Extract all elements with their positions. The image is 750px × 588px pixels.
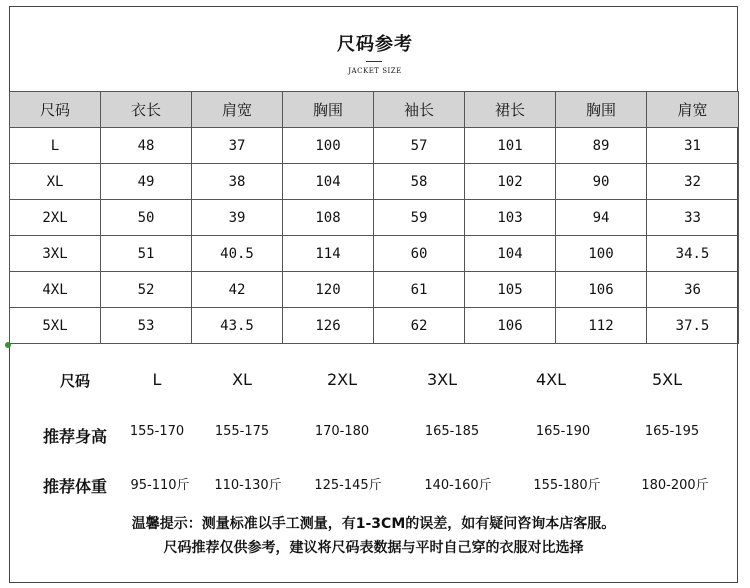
tip-line-1: 温馨提示：测量标准以手工测量，有1-3CM的误差，如有疑问咨询本店客服。: [131, 516, 616, 532]
size-row-label: 尺码: [59, 372, 90, 390]
column-header: 尺码: [10, 92, 101, 128]
table-cell: 100: [556, 236, 647, 272]
table-cell: 39: [192, 200, 283, 236]
table-cell: 31: [647, 128, 739, 164]
table-row: [10, 128, 739, 164]
height-row-label: 推荐身高: [42, 427, 107, 446]
table-cell: 5XL: [10, 308, 101, 344]
table-row: [10, 272, 739, 308]
table-cell: 58: [374, 164, 465, 200]
table-cell: 36: [647, 272, 739, 308]
table-cell: 32: [647, 164, 739, 200]
table-cell: 106: [465, 308, 556, 344]
table-cell: 51: [101, 236, 192, 272]
table-cell: 101: [465, 128, 556, 164]
table-cell: 2XL: [10, 200, 101, 236]
height-value: 165-185: [424, 424, 480, 439]
table-cell: 37: [192, 128, 283, 164]
weight-value: 95-110斤: [130, 478, 190, 493]
column-header: 袖长: [374, 92, 465, 128]
table-cell: 48: [101, 128, 192, 164]
table-cell: XL: [10, 164, 101, 200]
recommend-height-row: [9, 424, 738, 454]
table-cell: 100: [283, 128, 374, 164]
column-header: 胸围: [283, 92, 374, 128]
table-cell: L: [10, 128, 101, 164]
weight-value: 180-200斤: [641, 478, 709, 493]
recommend-weight-row: [9, 474, 738, 504]
table-row: [10, 200, 739, 236]
table-cell: 38: [192, 164, 283, 200]
size-value: XL: [232, 370, 252, 389]
table-cell: 34.5: [647, 236, 739, 272]
table-cell: 59: [374, 200, 465, 236]
column-header: 胸围: [556, 92, 647, 128]
table-cell: 40.5: [192, 236, 283, 272]
table-cell: 33: [647, 200, 739, 236]
table-cell: 104: [465, 236, 556, 272]
size-value: L: [152, 370, 162, 389]
table-cell: 53: [101, 308, 192, 344]
recommend-size-row: [9, 370, 738, 400]
height-value: 155-170: [129, 424, 185, 439]
table-cell: 49: [101, 164, 192, 200]
table-cell: 52: [101, 272, 192, 308]
table-cell: 61: [374, 272, 465, 308]
height-value: 165-190: [535, 424, 591, 439]
table-row: [10, 308, 739, 344]
height-value: 165-195: [644, 424, 700, 439]
table-cell: 112: [556, 308, 647, 344]
table-header-row: [10, 92, 739, 128]
size-value: 4XL: [535, 370, 567, 389]
page-title: 尺码参考: [337, 34, 413, 55]
table-cell: 37.5: [647, 308, 739, 344]
page-subtitle: JACKET SIZE: [348, 67, 402, 75]
tip-line-2: 尺码推荐仅供参考，建议将尺码表数据与平时自己穿的衣服对比选择: [163, 540, 584, 556]
table-cell: 106: [556, 272, 647, 308]
column-header: 肩宽: [647, 92, 739, 128]
weight-value: 125-145斤: [314, 478, 382, 493]
table-cell: 60: [374, 236, 465, 272]
table-cell: 43.5: [192, 308, 283, 344]
table-cell: 50: [101, 200, 192, 236]
table-cell: 103: [465, 200, 556, 236]
column-header: 衣长: [101, 92, 192, 128]
table-cell: 90: [556, 164, 647, 200]
table-cell: 57: [374, 128, 465, 164]
weight-value: 140-160斤: [424, 478, 492, 493]
table-row: [10, 236, 739, 272]
table-cell: 105: [465, 272, 556, 308]
table-cell: 108: [283, 200, 374, 236]
table-cell: 126: [283, 308, 374, 344]
column-header: 肩宽: [192, 92, 283, 128]
size-value: 2XL: [326, 370, 358, 389]
table-cell: 104: [283, 164, 374, 200]
title-divider: [366, 61, 382, 62]
table-cell: 120: [283, 272, 374, 308]
table-cell: 102: [465, 164, 556, 200]
column-header: 裙长: [465, 92, 556, 128]
weight-value: 155-180斤: [533, 478, 601, 493]
table-cell: 94: [556, 200, 647, 236]
size-value: 3XL: [426, 370, 458, 389]
size-value: 5XL: [651, 370, 683, 389]
table-row: [10, 164, 739, 200]
height-value: 170-180: [314, 424, 370, 439]
table-cell: 4XL: [10, 272, 101, 308]
table-cell: 3XL: [10, 236, 101, 272]
table-cell: 89: [556, 128, 647, 164]
table-cell: 62: [374, 308, 465, 344]
recommendation-section: [9, 344, 738, 583]
weight-row-label: 推荐体重: [42, 477, 107, 496]
table-cell: 42: [192, 272, 283, 308]
weight-value: 110-130斤: [214, 478, 282, 493]
table-cell: 114: [283, 236, 374, 272]
size-table: [9, 91, 739, 344]
height-value: 155-175: [214, 424, 270, 439]
